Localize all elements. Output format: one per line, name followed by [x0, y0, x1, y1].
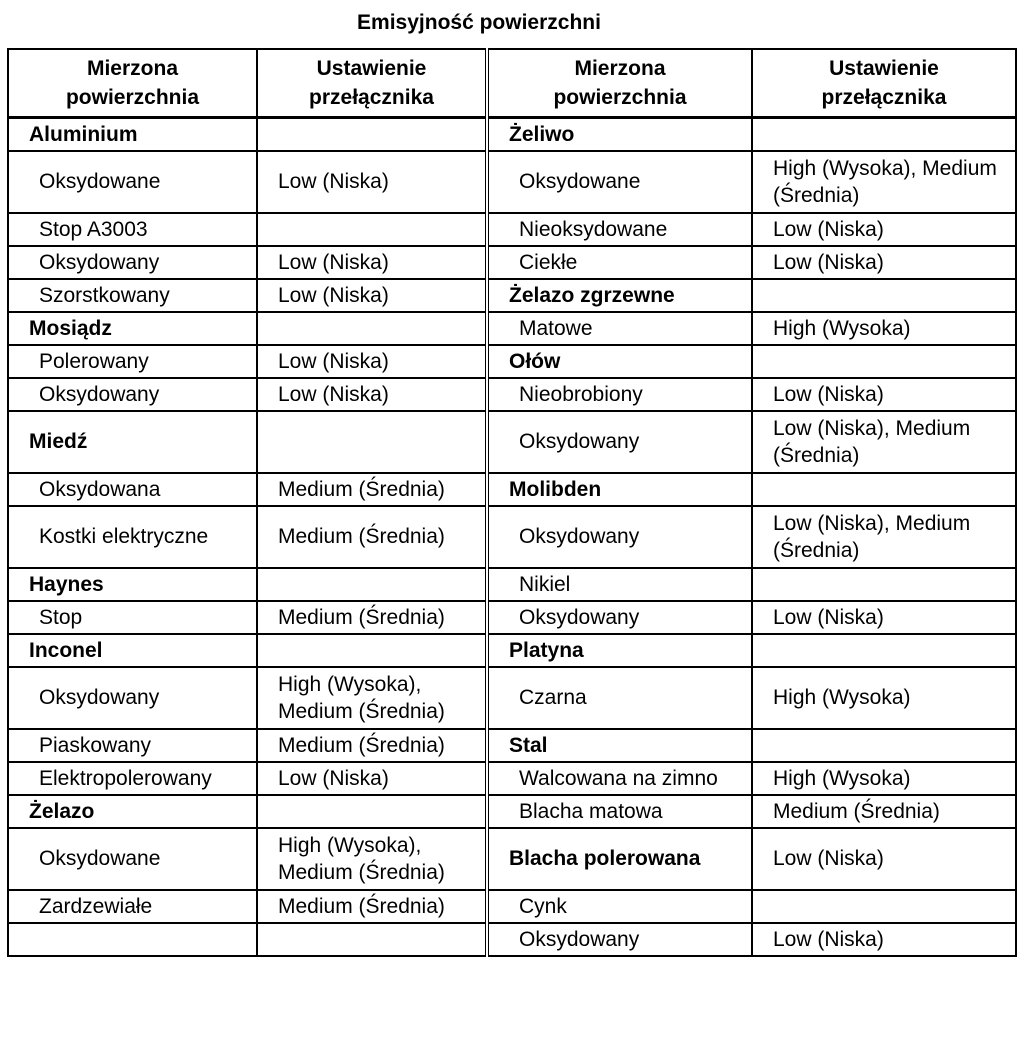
table-row	[8, 729, 487, 762]
setting-cell: Low (Niska)	[257, 345, 487, 378]
surface-column-header: Mierzona powierzchnia	[489, 49, 752, 118]
surface-cell: Blacha matowa	[489, 795, 752, 828]
table-row	[489, 506, 1016, 568]
category-row	[489, 279, 1016, 312]
table-row	[489, 568, 1016, 601]
setting-cell	[257, 634, 487, 667]
surface-cell: Miedź	[8, 411, 257, 473]
surface-cell: Oksydowane	[8, 151, 257, 213]
surface-cell: Żelazo	[8, 795, 257, 828]
setting-cell	[752, 568, 1016, 601]
setting-cell: Low (Niska)	[257, 378, 487, 411]
setting-cell	[257, 312, 487, 345]
setting-cell: Low (Niska)	[752, 378, 1016, 411]
table-row	[489, 795, 1016, 828]
header-row	[8, 49, 487, 118]
table-row	[8, 473, 487, 506]
surface-cell: Oksydowane	[489, 151, 752, 213]
setting-cell	[752, 345, 1016, 378]
table-row	[489, 246, 1016, 279]
setting-cell: Medium (Średnia)	[257, 729, 487, 762]
setting-cell: Medium (Średnia)	[257, 890, 487, 923]
setting-cell: Medium (Średnia)	[257, 473, 487, 506]
table-row	[8, 279, 487, 312]
category-row	[8, 411, 487, 473]
table-row	[8, 378, 487, 411]
table-row	[489, 151, 1016, 213]
surface-cell: Oksydowany	[8, 246, 257, 279]
table-row	[489, 378, 1016, 411]
emissivity-table-left	[7, 48, 489, 957]
surface-cell	[8, 923, 257, 956]
surface-cell: Cynk	[489, 890, 752, 923]
table-row	[8, 345, 487, 378]
surface-cell: Nieoksydowane	[489, 213, 752, 246]
setting-cell: Medium (Średnia)	[257, 506, 487, 568]
surface-cell: Haynes	[8, 568, 257, 601]
setting-cell	[752, 890, 1016, 923]
category-row	[8, 795, 487, 828]
category-row	[8, 312, 487, 345]
surface-cell: Polerowany	[8, 345, 257, 378]
setting-cell: High (Wysoka)	[752, 667, 1016, 729]
surface-cell: Nikiel	[489, 568, 752, 601]
surface-cell: Oksydowany	[8, 378, 257, 411]
page-title: Emisyjność powierzchni	[357, 11, 601, 34]
setting-column-header: Ustawienie przełącznika	[752, 49, 1016, 118]
surface-cell: Oksydowany	[8, 667, 257, 729]
category-row	[489, 828, 1016, 890]
surface-cell: Szorstkowany	[8, 279, 257, 312]
surface-cell: Czarna	[489, 667, 752, 729]
surface-cell: Ciekłe	[489, 246, 752, 279]
surface-cell: Platyna	[489, 634, 752, 667]
table-row	[8, 667, 487, 729]
setting-cell	[752, 279, 1016, 312]
table-row	[489, 601, 1016, 634]
setting-cell	[257, 568, 487, 601]
setting-cell: Low (Niska)	[752, 601, 1016, 634]
surface-cell: Elektropolerowany	[8, 762, 257, 795]
surface-cell: Oksydowany	[489, 601, 752, 634]
setting-cell: High (Wysoka), Medium (Średnia)	[257, 828, 487, 890]
surface-cell: Walcowana na zimno	[489, 762, 752, 795]
surface-cell: Piaskowany	[8, 729, 257, 762]
table-row	[8, 506, 487, 568]
setting-cell	[752, 473, 1016, 506]
surface-cell: Oksydowany	[489, 411, 752, 473]
setting-cell: Low (Niska)	[752, 923, 1016, 956]
category-row	[489, 634, 1016, 667]
setting-cell: Low (Niska)	[752, 246, 1016, 279]
table-row	[8, 601, 487, 634]
emissivity-table-right	[489, 48, 1017, 957]
surface-cell: Stop	[8, 601, 257, 634]
surface-cell: Blacha polerowana	[489, 828, 752, 890]
surface-cell: Aluminium	[8, 118, 257, 151]
surface-cell: Żelazo zgrzewne	[489, 279, 752, 312]
table-row	[8, 213, 487, 246]
table-row	[8, 151, 487, 213]
table-row	[8, 246, 487, 279]
table-row	[489, 667, 1016, 729]
setting-cell	[257, 118, 487, 151]
table-row	[8, 828, 487, 890]
table-row	[489, 890, 1016, 923]
category-row	[489, 118, 1016, 151]
surface-cell: Inconel	[8, 634, 257, 667]
surface-cell: Oksydowany	[489, 506, 752, 568]
setting-cell: High (Wysoka), Medium (Średnia)	[752, 151, 1016, 213]
setting-cell: Medium (Średnia)	[257, 601, 487, 634]
surface-cell: Stop A3003	[8, 213, 257, 246]
setting-cell: Low (Niska)	[257, 762, 487, 795]
setting-cell	[257, 795, 487, 828]
surface-cell: Oksydowana	[8, 473, 257, 506]
setting-cell	[257, 923, 487, 956]
surface-cell: Mosiądz	[8, 312, 257, 345]
setting-cell: Low (Niska)	[752, 828, 1016, 890]
surface-cell: Nieobrobiony	[489, 378, 752, 411]
surface-cell: Oksydowane	[8, 828, 257, 890]
surface-cell: Molibden	[489, 473, 752, 506]
surface-cell: Matowe	[489, 312, 752, 345]
setting-cell: Low (Niska), Medium (Średnia)	[752, 506, 1016, 568]
setting-cell	[752, 118, 1016, 151]
setting-cell: Low (Niska)	[257, 151, 487, 213]
table-row	[489, 923, 1016, 956]
table-row	[489, 312, 1016, 345]
table-row	[8, 923, 487, 956]
surface-cell: Zardzewiałe	[8, 890, 257, 923]
surface-cell: Ołów	[489, 345, 752, 378]
category-row	[8, 634, 487, 667]
table-row	[489, 762, 1016, 795]
surface-cell: Stal	[489, 729, 752, 762]
surface-cell: Oksydowany	[489, 923, 752, 956]
setting-cell: Medium (Średnia)	[752, 795, 1016, 828]
surface-column-header: Mierzona powierzchnia	[8, 49, 257, 118]
setting-cell: High (Wysoka)	[752, 762, 1016, 795]
table-row	[8, 890, 487, 923]
setting-cell	[257, 411, 487, 473]
category-row	[489, 345, 1016, 378]
setting-cell: Low (Niska), Medium (Średnia)	[752, 411, 1016, 473]
setting-cell	[752, 634, 1016, 667]
setting-cell	[752, 729, 1016, 762]
surface-cell: Kostki elektryczne	[8, 506, 257, 568]
table-row	[8, 762, 487, 795]
setting-cell: Low (Niska)	[257, 279, 487, 312]
category-row	[489, 473, 1016, 506]
category-row	[489, 729, 1016, 762]
category-row	[8, 118, 487, 151]
setting-column-header: Ustawienie przełącznika	[257, 49, 487, 118]
setting-cell: Low (Niska)	[752, 213, 1016, 246]
setting-cell: High (Wysoka)	[752, 312, 1016, 345]
table-row	[489, 411, 1016, 473]
setting-cell: High (Wysoka), Medium (Średnia)	[257, 667, 487, 729]
setting-cell	[257, 213, 487, 246]
table-row	[489, 213, 1016, 246]
setting-cell: Low (Niska)	[257, 246, 487, 279]
category-row	[8, 568, 487, 601]
header-row	[489, 49, 1016, 118]
surface-cell: Żeliwo	[489, 118, 752, 151]
